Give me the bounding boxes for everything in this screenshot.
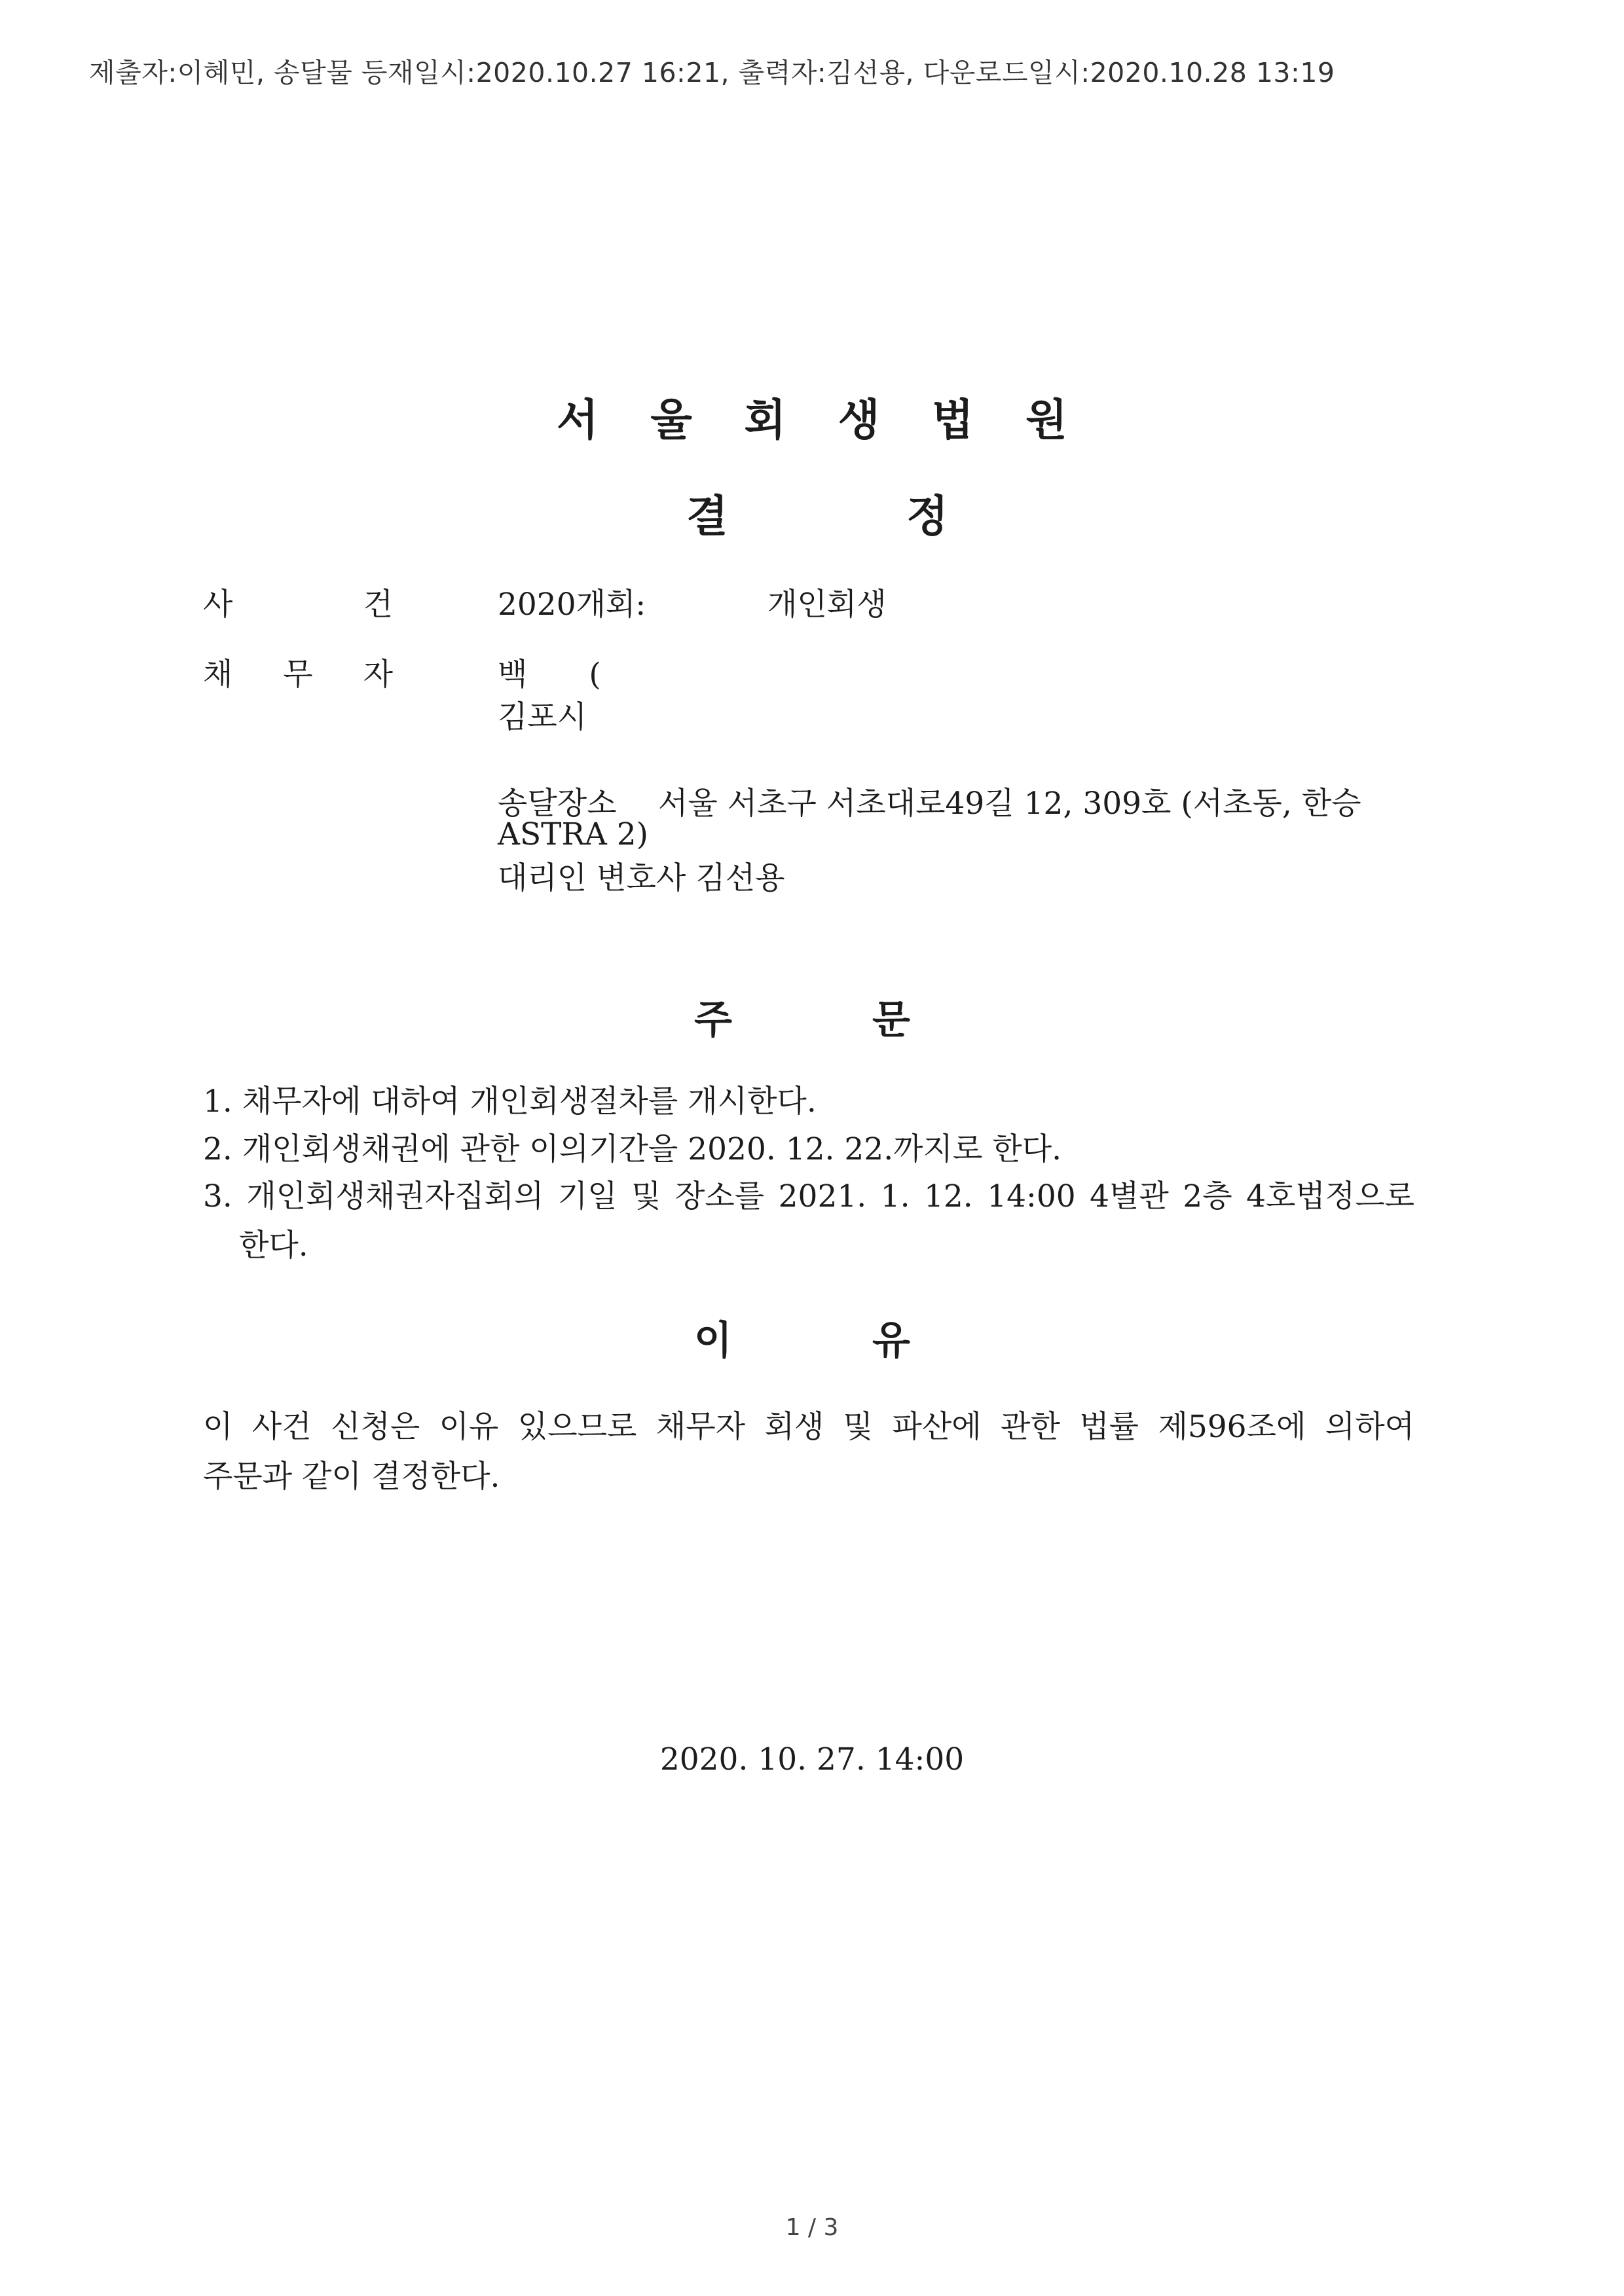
order-item-3 — [203, 1172, 1414, 1216]
debtor-name: 백 ( — [498, 657, 601, 693]
order-heading — [694, 989, 910, 1045]
court-name-char: 원 — [1025, 395, 1067, 445]
order-item-1: 1. 채무자에 대하여 개인회생절차를 개시한다. — [203, 1084, 817, 1120]
page-number: 1 / 3 — [785, 2214, 839, 2241]
order-heading-char: 문 — [872, 997, 910, 1043]
case-number: 2020개회: — [498, 587, 646, 623]
debtor-label-char: 채 — [203, 657, 233, 693]
reason-line-2: 주문과 같이 결정한다. — [203, 1459, 500, 1495]
service-address-label: 송달장소 — [498, 786, 617, 822]
reason-heading-char: 유 — [872, 1318, 910, 1364]
reason-heading-char: 이 — [694, 1318, 732, 1364]
debtor-label — [203, 650, 393, 694]
court-name-char: 울 — [650, 395, 692, 445]
reason-line-1-text: 이 사건 신청은 이유 있으므로 채무자 회생 및 파산에 관한 법률 제596조에 의하여 — [203, 1409, 1414, 1445]
document-type-char: 결 — [686, 491, 728, 541]
order-heading-char: 주 — [694, 997, 732, 1043]
reason-line-1 — [203, 1402, 1414, 1446]
case-kind: 개인회생 — [767, 587, 887, 623]
court-name-char: 서 — [557, 395, 599, 445]
debtor-label-char: 무 — [283, 657, 313, 693]
case-label-char: 건 — [363, 587, 393, 623]
case-label — [203, 580, 393, 624]
debtor-address: 김포시 — [498, 699, 587, 735]
court-name — [0, 385, 1624, 447]
submission-header: 제출자:이혜민, 송달물 등재일시:2020.10.27 16:21, 출력자:김선용, 다운로드일시:2020.10.28 13:19 — [89, 57, 1335, 88]
court-name-char: 법 — [931, 395, 974, 445]
service-address-line2: ASTRA 2) — [498, 816, 648, 852]
court-name-char: 생 — [838, 395, 880, 445]
order-item-2: 2. 개인회생채권에 관한 이의기간을 2020. 12. 22.까지로 한다. — [203, 1131, 1062, 1167]
document-type-char: 정 — [906, 491, 948, 541]
debtor-agent: 대리인 변호사 김선용 — [498, 860, 785, 896]
debtor-label-char: 자 — [363, 657, 393, 693]
order-item-3-continuation: 한다. — [239, 1228, 308, 1264]
document-type — [686, 481, 948, 543]
reason-heading — [694, 1309, 910, 1366]
service-address-line1: 서울 서초구 서초대로49길 12, 309호 (서초동, 한승 — [658, 786, 1361, 822]
decision-datetime: 2020. 10. 27. 14:00 — [659, 1741, 965, 1777]
order-item-3-text: 3. 개인회생채권자집회의 기일 및 장소를 2021. 1. 12. 14:00 4별관 2층 4호법정으로 — [203, 1178, 1414, 1214]
case-label-char: 사 — [203, 587, 233, 623]
court-name-char: 회 — [744, 395, 786, 445]
